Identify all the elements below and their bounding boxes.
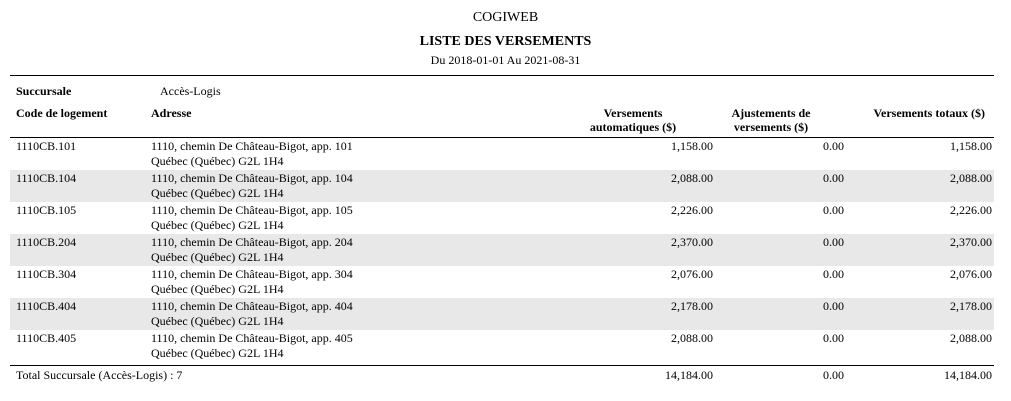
row-auto-payment: 2,178.00 xyxy=(671,299,713,313)
row-address-line1: 1110, chemin De Château-Bigot, app. 101 xyxy=(151,139,353,153)
column-header-adj-line1: Ajustements de xyxy=(731,106,811,120)
row-address-line1: 1110, chemin De Château-Bigot, app. 404 xyxy=(151,299,353,313)
row-code: 1110CB.204 xyxy=(16,235,77,249)
top-divider xyxy=(10,75,994,76)
row-code: 1110CB.405 xyxy=(16,331,77,345)
row-total: 2,088.00 xyxy=(950,171,992,185)
totals-divider xyxy=(10,365,994,366)
totals-label: Total Succursale (Accès-Logis) : 7 xyxy=(16,368,183,382)
table-row xyxy=(10,330,994,362)
column-header-total-payments: Versements totaux ($) xyxy=(873,106,985,120)
branch-label: Succursale xyxy=(16,84,72,98)
row-address-line2: Québec (Québec) G2L 1H4 xyxy=(151,186,284,200)
company-name: COGIWEB xyxy=(472,10,539,25)
row-total: 2,088.00 xyxy=(950,331,992,345)
column-header-adjustments xyxy=(716,106,826,134)
row-address-line2: Québec (Québec) G2L 1H4 xyxy=(151,250,284,264)
row-address-line1: 1110, chemin De Château-Bigot, app. 405 xyxy=(151,331,353,345)
totals-total-payments: 14,184.00 xyxy=(944,368,992,382)
row-code: 1110CB.105 xyxy=(16,203,77,217)
row-address-line1: 1110, chemin De Château-Bigot, app. 204 xyxy=(151,235,353,249)
column-header-auto-payments xyxy=(568,106,698,134)
row-adjustment: 0.00 xyxy=(823,203,844,217)
row-address-line2: Québec (Québec) G2L 1H4 xyxy=(151,314,284,328)
row-auto-payment: 2,370.00 xyxy=(671,235,713,249)
row-adjustment: 0.00 xyxy=(823,299,844,313)
row-total: 2,226.00 xyxy=(950,203,992,217)
row-total: 2,178.00 xyxy=(950,299,992,313)
row-address xyxy=(151,203,353,233)
row-address xyxy=(151,235,353,265)
column-header-address: Adresse xyxy=(151,106,192,120)
totals-row xyxy=(10,368,994,386)
row-code: 1110CB.104 xyxy=(16,171,77,185)
row-address xyxy=(151,299,353,329)
column-header-auto-line2: automatiques ($) xyxy=(589,120,677,134)
row-auto-payment: 1,158.00 xyxy=(671,139,713,153)
row-auto-payment: 2,226.00 xyxy=(671,203,713,217)
column-header-adj-line2: versements ($) xyxy=(733,120,809,134)
table-row xyxy=(10,266,994,298)
row-total: 2,370.00 xyxy=(950,235,992,249)
row-adjustment: 0.00 xyxy=(823,267,844,281)
row-total: 1,158.00 xyxy=(950,139,992,153)
row-address-line2: Québec (Québec) G2L 1H4 xyxy=(151,282,284,296)
row-auto-payment: 2,088.00 xyxy=(671,171,713,185)
row-address xyxy=(151,139,353,169)
row-code: 1110CB.304 xyxy=(16,267,77,281)
table-header xyxy=(0,106,1011,136)
row-adjustment: 0.00 xyxy=(823,171,844,185)
row-address-line1: 1110, chemin De Château-Bigot, app. 304 xyxy=(151,267,353,281)
row-address-line2: Québec (Québec) G2L 1H4 xyxy=(151,154,284,168)
row-address xyxy=(151,331,353,361)
table-row xyxy=(10,138,994,170)
table-row xyxy=(10,202,994,234)
row-address-line1: 1110, chemin De Château-Bigot, app. 105 xyxy=(151,203,353,217)
payments-table-body xyxy=(10,138,994,362)
report-title: LISTE DES VERSEMENTS xyxy=(419,34,592,49)
table-row xyxy=(10,234,994,266)
totals-adjustments: 0.00 xyxy=(823,368,844,382)
column-header-code: Code de logement xyxy=(16,106,108,120)
row-auto-payment: 2,088.00 xyxy=(671,331,713,345)
row-total: 2,076.00 xyxy=(950,267,992,281)
row-code: 1110CB.101 xyxy=(16,139,77,153)
row-address xyxy=(151,171,353,201)
table-row xyxy=(10,298,994,330)
row-address-line2: Québec (Québec) G2L 1H4 xyxy=(151,346,284,360)
row-auto-payment: 2,076.00 xyxy=(671,267,713,281)
row-adjustment: 0.00 xyxy=(823,139,844,153)
row-address-line2: Québec (Québec) G2L 1H4 xyxy=(151,218,284,232)
totals-auto-payments: 14,184.00 xyxy=(665,368,713,382)
row-address xyxy=(151,267,353,297)
branch-value: Accès-Logis xyxy=(160,84,221,98)
row-address-line1: 1110, chemin De Château-Bigot, app. 104 xyxy=(151,171,353,185)
row-code: 1110CB.404 xyxy=(16,299,77,313)
column-header-auto-line1: Versements xyxy=(603,106,663,120)
report-period: Du 2018-01-01 Au 2021-08-31 xyxy=(430,53,581,67)
row-adjustment: 0.00 xyxy=(823,331,844,345)
table-row xyxy=(10,170,994,202)
row-adjustment: 0.00 xyxy=(823,235,844,249)
